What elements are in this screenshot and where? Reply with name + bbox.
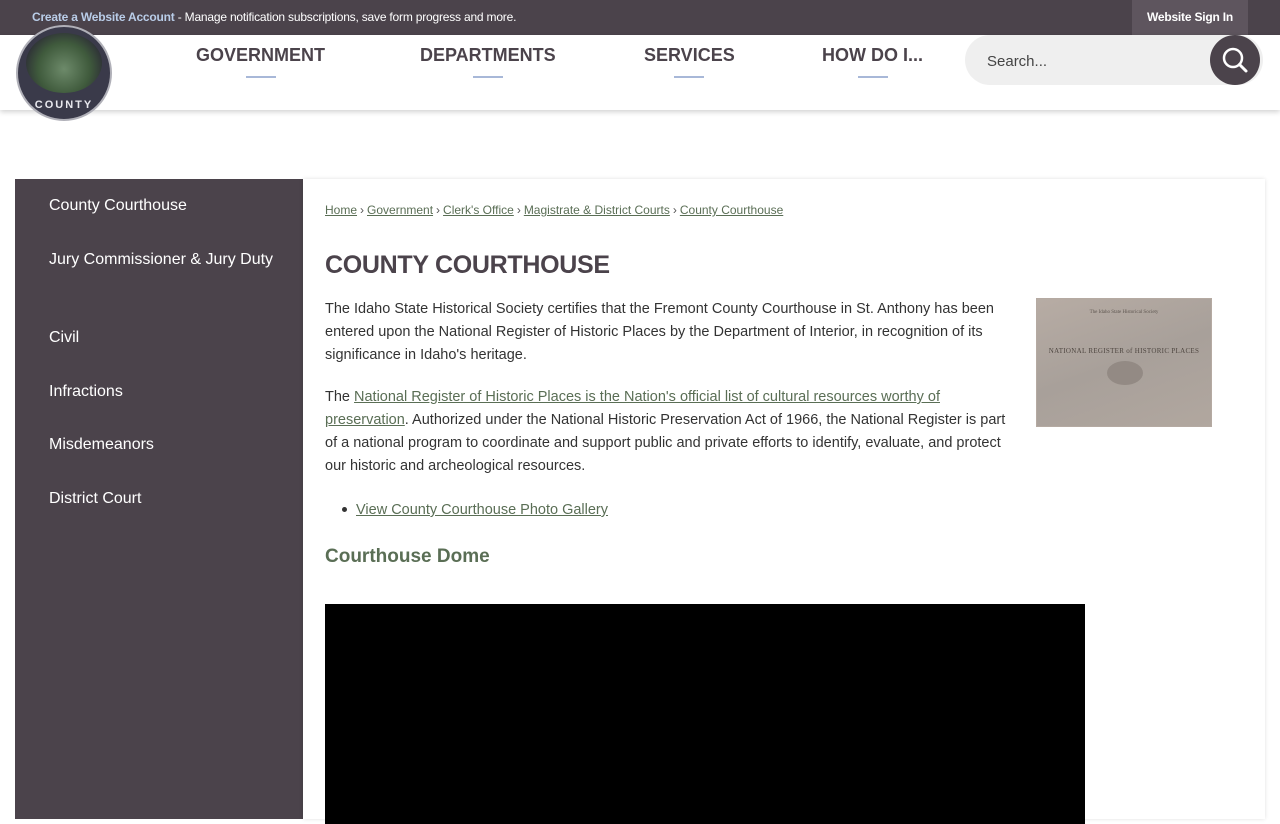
- certificate-image[interactable]: [1036, 298, 1212, 427]
- sidebar-nav: [15, 179, 303, 819]
- breadcrumb-government[interactable]: Government: [367, 203, 434, 217]
- register-paragraph-tail: . Authorized under the National Historic Preservation Act of 1966, the National Register is part of a national program to coordinate and support public and private efforts to identify, evaluate, and protect our historic and archeological resources.: [325, 412, 1006, 474]
- bullet-icon: [342, 507, 347, 512]
- intro-paragraph: The Idaho State Historical Society certifies that the Fremont County Courthouse in St. Anthony has been entered upon the National Register of Historic Places by the Department of Interior, in recognition of its significance in Idaho's heritage.: [325, 301, 994, 363]
- sidebar-item-civil[interactable]: Civil: [49, 329, 80, 346]
- breadcrumb-clerks-office[interactable]: Clerk's Office: [443, 203, 514, 217]
- nav-underline: [674, 76, 704, 78]
- sidebar-item-infractions[interactable]: Infractions: [49, 383, 123, 400]
- list-item: [356, 500, 608, 520]
- breadcrumb-separator: ›: [672, 203, 677, 217]
- sidebar-item-jury-commissioner[interactable]: Jury Commissioner & Jury Duty: [49, 251, 274, 268]
- section-heading: Courthouse Dome: [325, 546, 490, 567]
- nav-label: DEPARTMENTS: [420, 45, 556, 65]
- register-paragraph-lead: The: [325, 389, 355, 405]
- breadcrumb-home[interactable]: Home: [325, 203, 358, 217]
- main-content: [303, 179, 1265, 819]
- nav-underline: [473, 76, 503, 78]
- logo-text: COUNTY: [34, 99, 94, 111]
- breadcrumb-county-courthouse[interactable]: County Courthouse: [679, 203, 784, 217]
- nav-label: GOVERNMENT: [196, 45, 326, 65]
- logo-emblem: [26, 33, 102, 93]
- county-logo[interactable]: [16, 25, 112, 121]
- nav-how-do-i[interactable]: [822, 45, 923, 78]
- nav-services[interactable]: [644, 45, 735, 78]
- nav-government[interactable]: [196, 45, 325, 78]
- sign-in-button[interactable]: Website Sign In: [1132, 0, 1248, 35]
- video-player[interactable]: [325, 604, 1085, 824]
- register-paragraph: [325, 386, 1015, 478]
- seal-icon: [1107, 361, 1143, 385]
- sidebar-item-misdemeanors[interactable]: Misdemeanors: [49, 436, 154, 453]
- breadcrumb: [325, 203, 783, 217]
- sidebar-item-county-courthouse[interactable]: County Courthouse: [49, 197, 187, 214]
- top-utility-bar: [0, 0, 1280, 35]
- certificate-header: The Idaho State Historical Society: [1089, 310, 1159, 315]
- search-input[interactable]: [985, 48, 1189, 74]
- breadcrumb-separator: ›: [360, 203, 365, 217]
- breadcrumb-separator: ›: [436, 203, 441, 217]
- page-title: COUNTY COURTHOUSE: [325, 251, 610, 279]
- breadcrumb-separator: ›: [516, 203, 521, 217]
- search-icon: [1210, 35, 1260, 85]
- account-notice: [32, 10, 516, 24]
- search-button[interactable]: [1210, 35, 1260, 85]
- nav-underline: [246, 76, 276, 78]
- sidebar-item-district-court[interactable]: District Court: [49, 490, 142, 507]
- nav-label: HOW DO I...: [822, 45, 923, 65]
- breadcrumb-magistrate-district-courts[interactable]: Magistrate & District Courts: [523, 203, 670, 217]
- search-box: [965, 35, 1263, 85]
- nav-underline: [858, 76, 888, 78]
- create-account-link[interactable]: Create a Website Account: [32, 10, 175, 24]
- photo-gallery-link[interactable]: View County Courthouse Photo Gallery: [356, 502, 609, 518]
- national-register-link[interactable]: National Register of Historic Places is the Nation's official list of cultural resources worthy of preservation: [325, 389, 940, 428]
- nav-label: SERVICES: [644, 45, 735, 65]
- site-header: [0, 35, 1280, 110]
- certificate-title: NATIONAL REGISTER of HISTORIC PLACES: [1048, 347, 1200, 355]
- nav-departments[interactable]: [420, 45, 556, 78]
- account-notice-text: - Manage notification subscriptions, save form progress and more.: [174, 10, 517, 24]
